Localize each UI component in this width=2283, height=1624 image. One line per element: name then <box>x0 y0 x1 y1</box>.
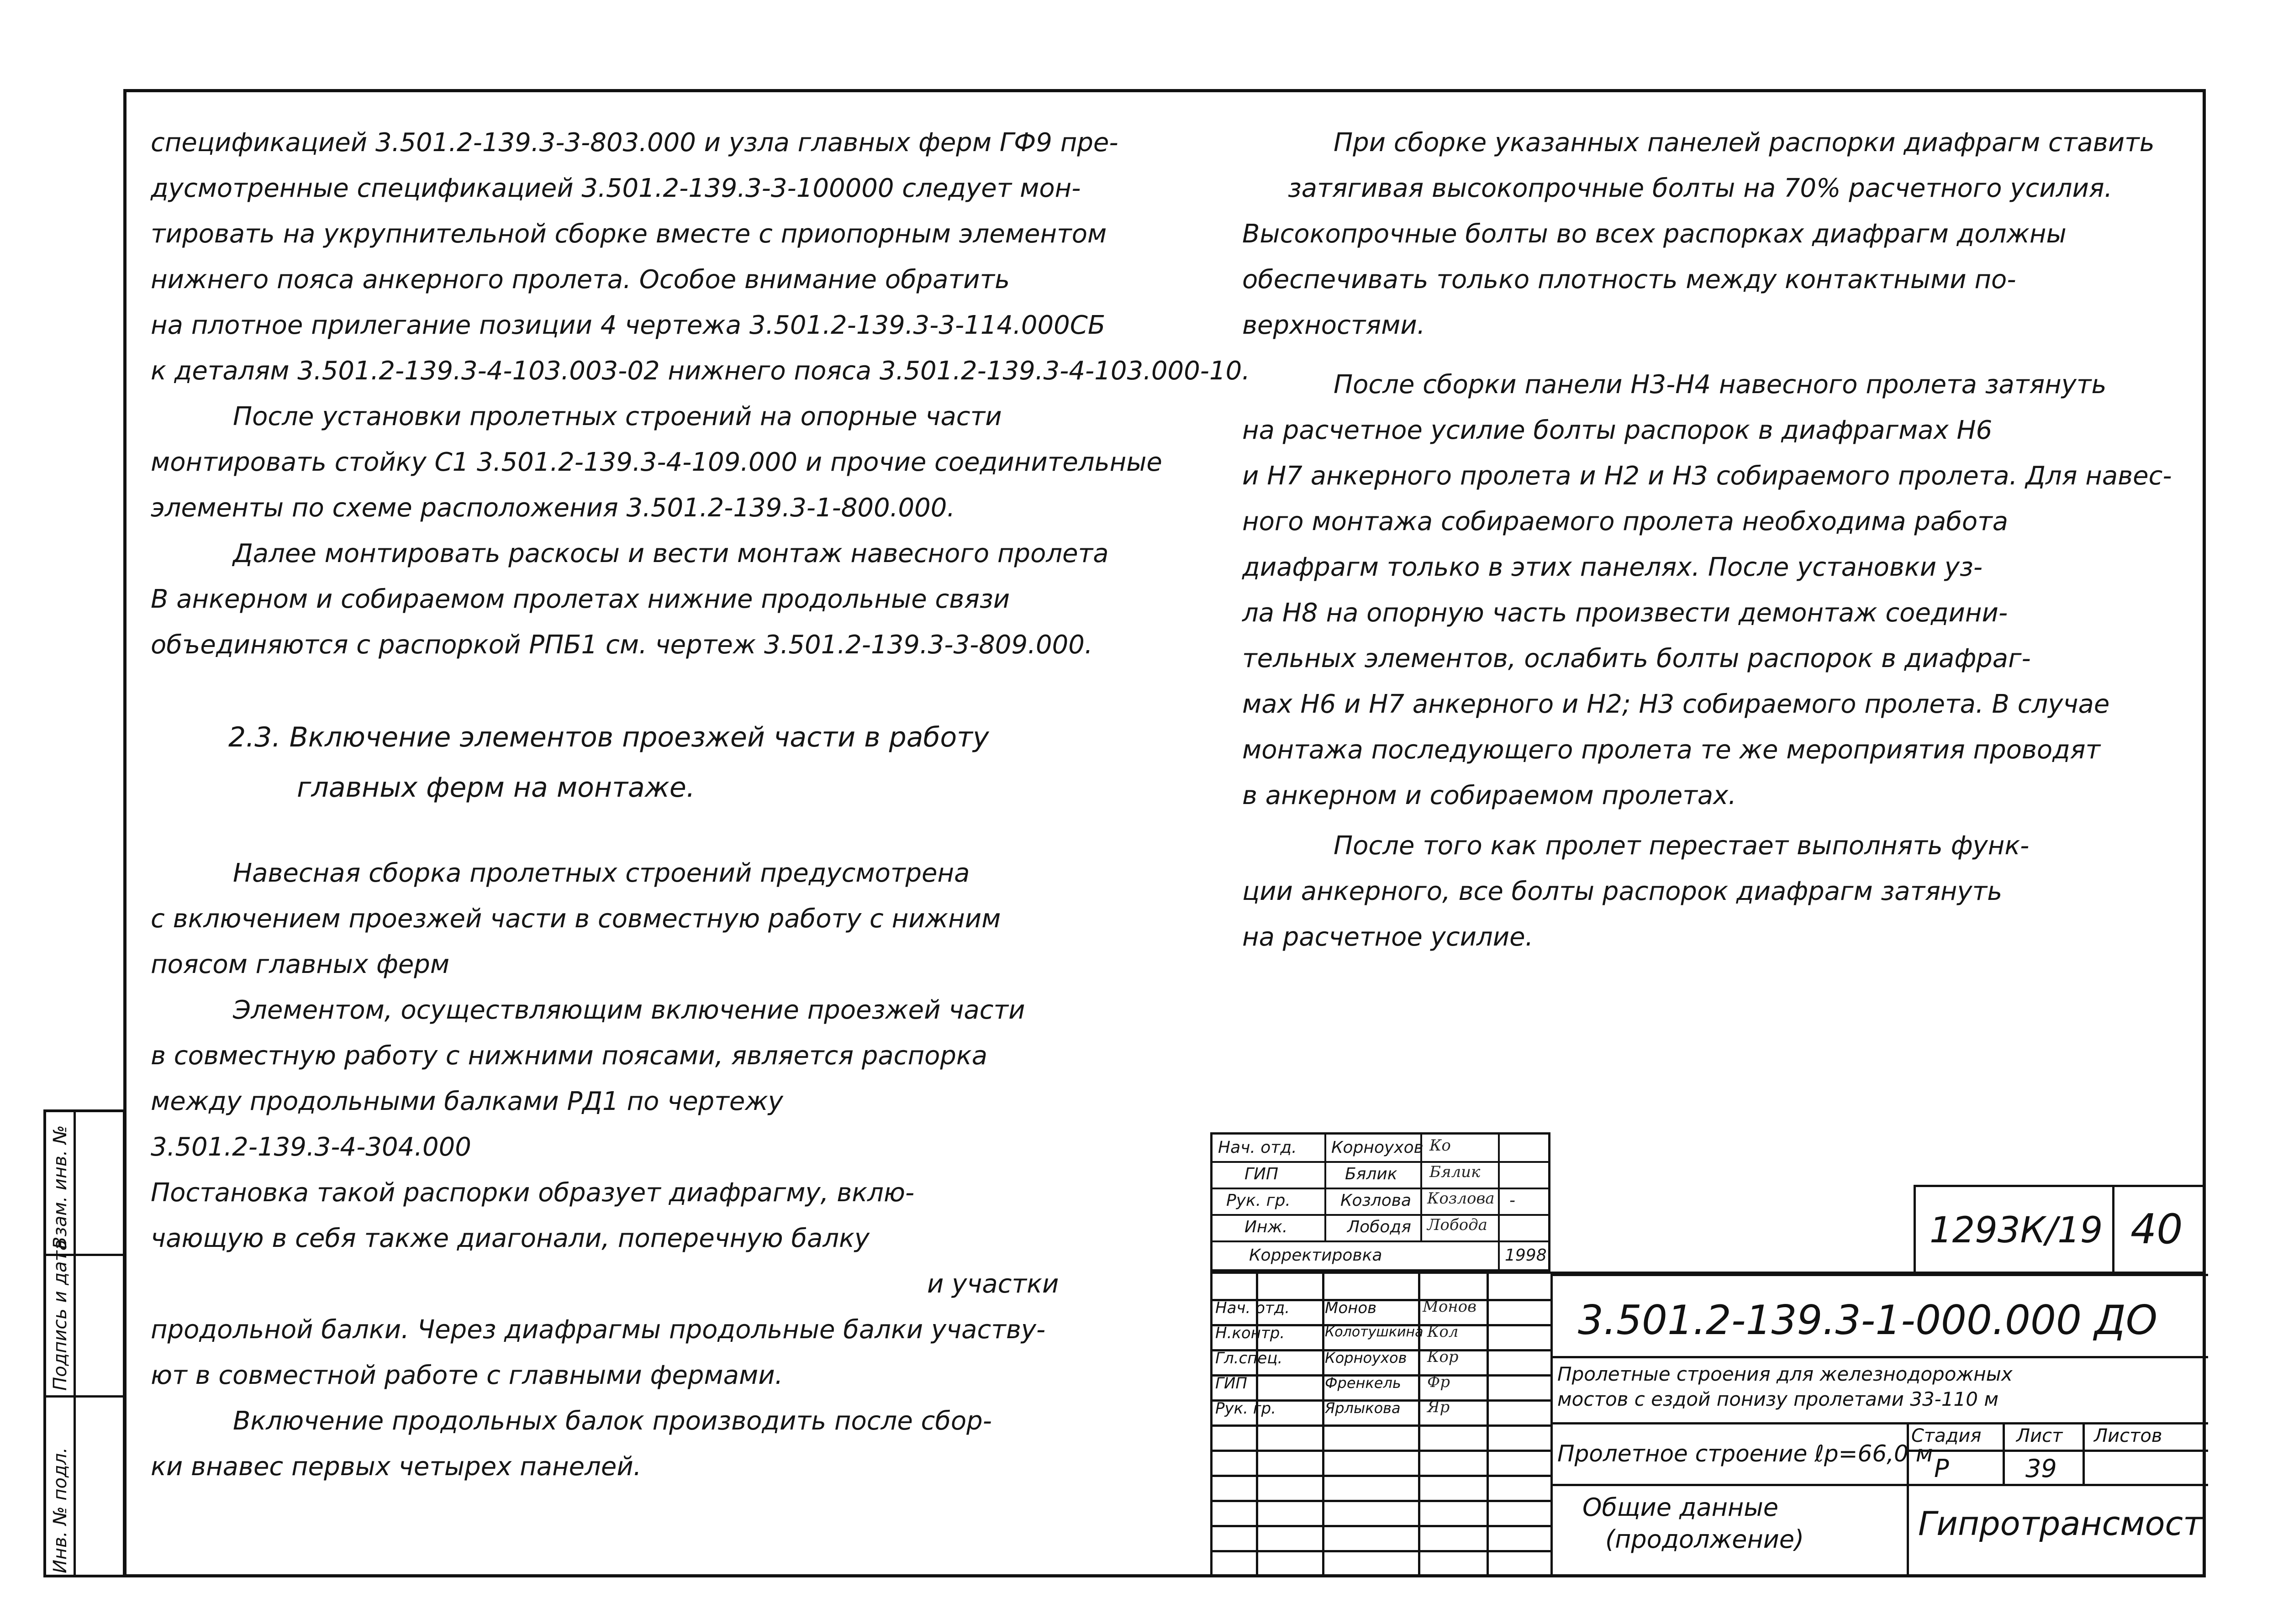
stage-header: Стадия <box>1911 1425 1982 1446</box>
project-title-line1: Пролетные строения для железнодорожных <box>1557 1363 2013 1385</box>
text-line: чающую в себя также диагонали, поперечную балку <box>151 1224 870 1253</box>
text-line: Навесная сборка пролетных строений предусмотрена <box>233 858 970 888</box>
text-line: к деталям 3.501.2-139.3-4-103.003-02 нижнего пояса 3.501.2-139.3-4-103.000-10. <box>151 356 1250 386</box>
signature: Бялик <box>1429 1163 1481 1181</box>
text-line: При сборке указанных панелей распорки диафрагм ставить <box>1334 128 2155 158</box>
text-line: Далее монтировать раскосы и вести монтаж навесного пролета <box>233 539 1109 568</box>
staff-name: Френкель <box>1325 1374 1401 1392</box>
text-line: Высокопрочные болты во всех распорках диафрагм должны <box>1242 219 2067 249</box>
text-line: В анкерном и собираемом пролетах нижние продольные связи <box>151 584 1010 614</box>
approval-role: Нач. отд. <box>1218 1138 1297 1157</box>
section-heading: 2.3. Включение элементов проезжей части в работу <box>228 721 989 753</box>
text-line: диафрагм только в этих панелях. После установки уз- <box>1242 552 1983 582</box>
section-heading-continued: главных ферм на монтаже. <box>297 772 695 804</box>
staff-role: Н.контр. <box>1215 1324 1285 1342</box>
signature: Фр <box>1427 1373 1450 1391</box>
document-code: 3.501.2-139.3-1-000.000 ДО <box>1578 1297 2157 1344</box>
margin-stamp <box>43 1109 126 1577</box>
sheet-value: 39 <box>2025 1454 2057 1483</box>
text-line: ла Н8 на опорную часть произвести демонтаж соедини- <box>1242 598 2008 628</box>
text-line: После того как пролет перестает выполнять функ- <box>1334 831 2030 861</box>
text-line: ки внавес первых четырех панелей. <box>151 1452 642 1482</box>
text-line: Элементом, осуществляющим включение проезжей части <box>233 995 1025 1025</box>
project-title-line2: мостов с ездой понизу пролетами 33-110 м <box>1557 1388 1999 1410</box>
signature: Ко <box>1429 1136 1451 1155</box>
approval-name: Корноухов <box>1331 1138 1424 1157</box>
text-line: и участки <box>927 1269 1059 1299</box>
staff-name: Ярлыкова <box>1325 1399 1401 1417</box>
text-line: После сборки панели Н3-Н4 навесного пролета затянуть <box>1334 370 2107 399</box>
text-line: на расчетное усилие. <box>1242 922 1534 952</box>
text-line: на плотное прилегание позиции 4 чертежа 3.501.2-139.3-3-114.000СБ <box>151 310 1106 340</box>
text-line: и Н7 анкерного пролета и Н2 и Н3 собираемого пролета. Для навес- <box>1242 461 2172 491</box>
text-line: с включением проезжей части в совместную работу с нижним <box>151 904 1001 934</box>
text-line: спецификацией 3.501.2-139.3-3-803.000 и узла главных ферм ГФ9 пре- <box>151 128 1118 158</box>
signature: Козлова <box>1427 1189 1495 1208</box>
signature: Яр <box>1427 1398 1450 1416</box>
approval-role: Рук. гр. <box>1226 1191 1291 1210</box>
text-line: объединяются с распоркой РПБ1 см. чертеж 3.501.2-139.3-3-809.000. <box>151 630 1093 660</box>
inv-podl-label: Инв. № подл. <box>50 1447 71 1573</box>
sheet-header: Лист <box>2016 1425 2063 1446</box>
correction-label: Корректировка <box>1249 1246 1382 1265</box>
staff-role: Гл.спец. <box>1215 1349 1283 1367</box>
text-line: После установки пролетных строений на опорные части <box>233 402 1002 431</box>
sheet-name-line1: Общие данные <box>1582 1493 1779 1522</box>
text-line: мах Н6 и Н7 анкерного и Н2; Н3 собираемого пролета. В случае <box>1242 689 2110 719</box>
text-line: между продольными балками РД1 по чертежу <box>151 1087 783 1116</box>
organization: Гипротрансмост <box>1918 1504 2203 1543</box>
staff-name: Монов <box>1325 1299 1377 1317</box>
text-line: тельных элементов, ослабить болты распорок в диафраг- <box>1242 644 2031 673</box>
staff-role: ГИП <box>1215 1374 1247 1393</box>
staff-role: Нач. отд. <box>1215 1299 1290 1317</box>
text-line: на расчетное усилие болты распорок в диафрагмах Н6 <box>1242 415 1993 445</box>
sheet-name-line2: (продолжение) <box>1605 1525 1804 1554</box>
text-line: нижнего пояса анкерного пролета. Особое внимание обратить <box>151 265 1010 294</box>
text-line: продольной балки. Через диафрагмы продольные балки участву- <box>151 1315 1046 1345</box>
text-line: монтировать стойку С1 3.501.2-139.3-4-109.000 и прочие соединительные <box>151 447 1162 477</box>
archive-number: 1293К/19 <box>1930 1210 2103 1251</box>
text-line: Включение продольных балок производить после сбор- <box>233 1406 992 1436</box>
approval-name: Лободя <box>1347 1218 1411 1236</box>
sheet-index: 40 <box>2130 1205 2183 1253</box>
dash: - <box>1509 1191 1515 1210</box>
signature: Кор <box>1427 1348 1459 1366</box>
staff-name: Колотушкина <box>1325 1324 1424 1340</box>
text-line: верхностями. <box>1242 310 1425 340</box>
signature: Кол <box>1427 1323 1459 1341</box>
podpis-data-label: Подпись и дата <box>50 1239 71 1391</box>
object-title: Пролетное строение ℓр=66,0 м <box>1557 1440 1933 1467</box>
text-line: ного монтажа собираемого пролета необходима работа <box>1242 507 2009 536</box>
staff-name: Корноухов <box>1325 1349 1407 1366</box>
signature: Лобода <box>1427 1216 1487 1234</box>
approval-role: ГИП <box>1244 1165 1279 1183</box>
archive-box <box>1914 1185 2206 1272</box>
text-line: Постановка такой распорки образует диафрагму, вклю- <box>151 1178 915 1208</box>
approval-name: Козлова <box>1340 1191 1412 1210</box>
stage-value: Р <box>1934 1454 1949 1483</box>
text-line: в совместную работу с нижними поясами, является распорка <box>151 1041 988 1071</box>
approval-role: Инж. <box>1244 1218 1288 1236</box>
text-line: ют в совместной работе с главными фермами. <box>151 1361 783 1390</box>
text-line: тировать на укрупнительной сборке вместе с приопорным элементом <box>151 219 1107 249</box>
text-line: в анкерном и собираемом пролетах. <box>1242 781 1737 810</box>
text-line: монтажа последующего пролета те же мероприятия проводят <box>1242 735 2101 765</box>
staff-role: Рук. гр. <box>1215 1399 1276 1418</box>
correction-year: 1998 <box>1505 1246 1547 1265</box>
text-line: затягивая высокопрочные болты на 70% расчетного усилия. <box>1288 173 2113 203</box>
approval-table <box>1210 1132 1550 1272</box>
text-line: элементы по схеме расположения 3.501.2-139.3-1-800.000. <box>151 493 955 523</box>
text-line: обеспечивать только плотность между контактными по- <box>1242 265 2016 294</box>
text-line: поясом главных ферм <box>151 950 450 979</box>
text-line: ции анкерного, все болты распорок диафрагм затянуть <box>1242 877 2003 906</box>
signature: Монов <box>1423 1298 1476 1316</box>
title-block <box>1210 1272 2206 1577</box>
sheets-header: Листов <box>2094 1425 2162 1446</box>
text-line: 3.501.2-139.3-4-304.000 <box>151 1132 471 1162</box>
approval-name: Бялик <box>1345 1165 1397 1183</box>
text-line: дусмотренные спецификацией 3.501.2-139.3-3-100000 следует мон- <box>151 173 1081 203</box>
vzam-inv-label: Взам. инв. № <box>50 1125 71 1249</box>
